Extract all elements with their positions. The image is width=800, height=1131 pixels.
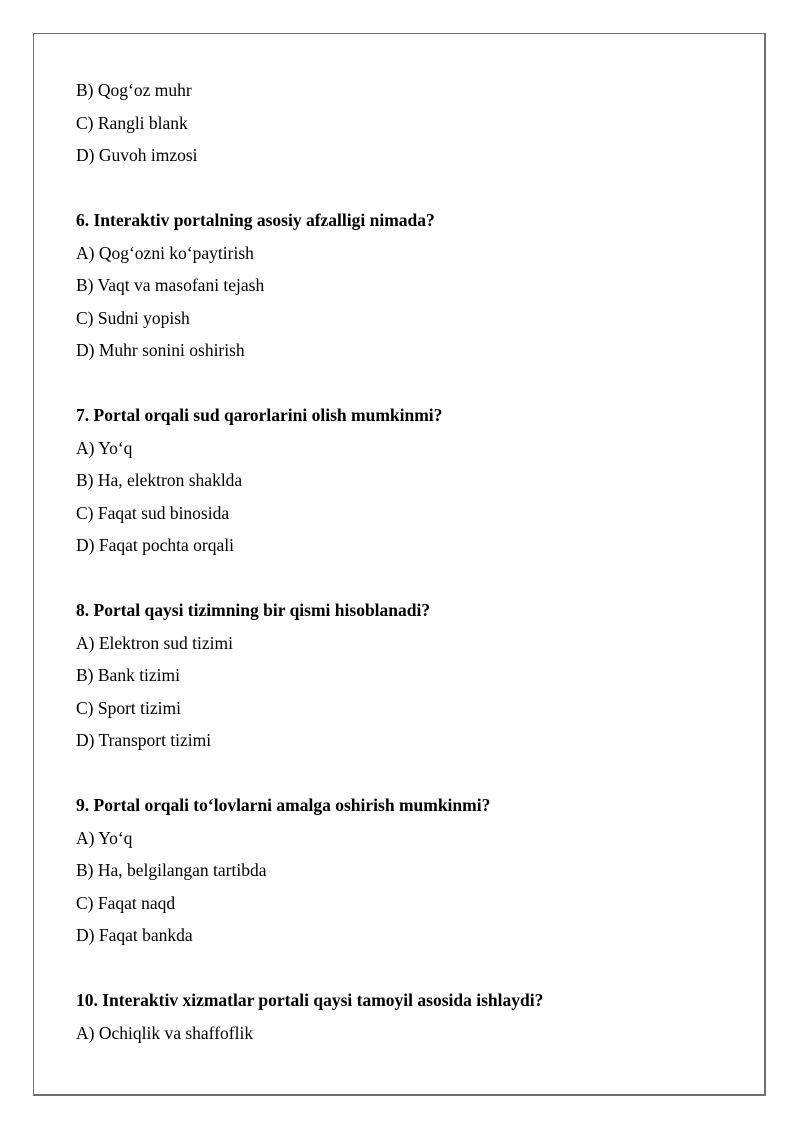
question-text: 9. Portal orqali to‘lovlarni amalga oshirish mumkinmi? [76,795,491,815]
question-text: 8. Portal qaysi tizimning bir qismi hisoblanadi? [76,600,431,620]
option-a: A) Yo‘q [76,827,133,848]
option-c: C) Sport tizimi [76,697,181,718]
option-c: C) Faqat naqd [76,892,176,913]
question-7 [76,399,756,562]
document-body [76,74,756,1049]
question-10 [76,984,756,1049]
previous-question-options [76,74,756,172]
option-b: B) Vaqt va masofani tejash [76,275,265,295]
option-a: A) Ochiqlik va shaffoflik [76,1022,254,1043]
option-a: A) Elektron sud tizimi [76,632,233,653]
option-c: C) Faqat sud binosida [76,502,230,523]
option-b: B) Bank tizimi [76,665,181,685]
question-8 [76,594,756,757]
option-d: D) Muhr sonini oshirish [76,340,245,360]
option-d: D) Guvoh imzosi [76,145,198,165]
option-b: B) Qog‘oz muhr [76,80,192,100]
option-b: B) Ha, belgilangan tartibda [76,860,267,880]
option-a: A) Yo‘q [76,437,133,458]
question-text: 7. Portal orqali sud qarorlarini olish mumkinmi? [76,405,443,425]
option-c: C) Rangli blank [76,112,188,133]
option-b: B) Ha, elektron shaklda [76,470,243,490]
option-d: D) Faqat bankda [76,925,193,945]
option-c: C) Sudni yopish [76,307,190,328]
option-d: D) Transport tizimi [76,730,212,750]
question-6 [76,204,756,367]
question-text: 6. Interaktiv portalning asosiy afzalligi nimada? [76,210,435,230]
option-d: D) Faqat pochta orqali [76,535,234,555]
question-9 [76,789,756,952]
question-text: 10. Interaktiv xizmatlar portali qaysi tamoyil asosida ishlaydi? [76,990,544,1010]
option-a: A) Qog‘ozni ko‘paytirish [76,242,254,263]
